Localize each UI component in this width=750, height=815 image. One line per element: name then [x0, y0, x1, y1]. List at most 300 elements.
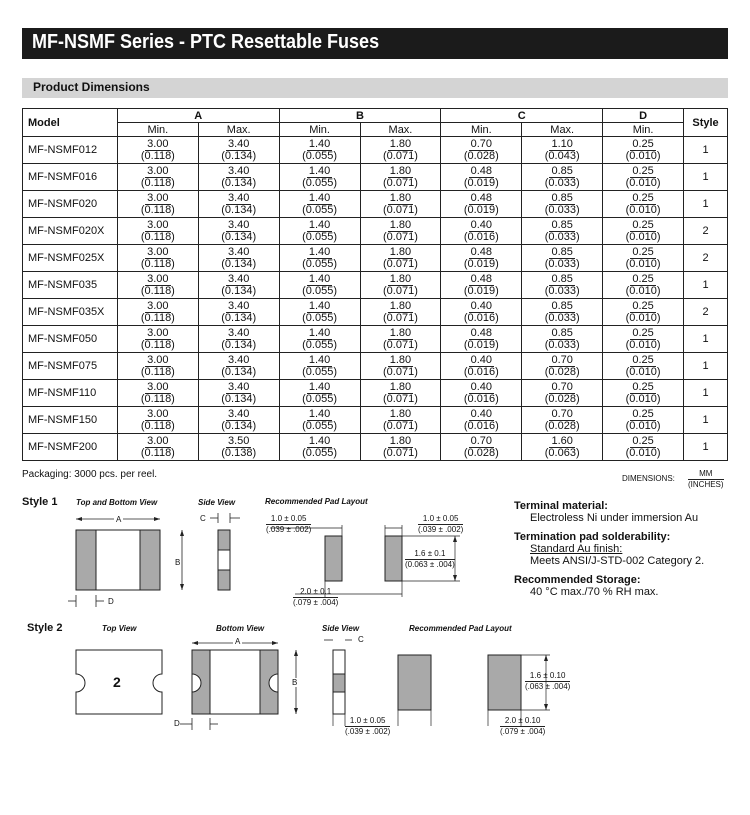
dimension-inches: (0.118) — [140, 149, 175, 162]
dimension-cell-d-min — [603, 164, 684, 191]
dimension-cell-c-min — [441, 245, 522, 272]
dimension-inches: (0.055) — [302, 311, 337, 324]
dimension-cell-b-max — [360, 380, 441, 407]
style1-pad-span-inches: (.079 ± .004) — [293, 598, 339, 607]
dimension-mm: 3.00 — [147, 407, 169, 420]
style1-pad-height-mm: 1.6 ± 0.1 — [405, 549, 455, 560]
model-cell: MF-NSMF110 — [23, 380, 118, 407]
dimension-inches: (0.071) — [383, 311, 418, 324]
dimension-inches: (0.016) — [463, 311, 499, 324]
dimension-mm: 3.40 — [227, 218, 250, 231]
dimension-mm: 0.25 — [632, 299, 654, 312]
dimension-mm: 0.25 — [632, 353, 654, 366]
dimension-mm: 3.40 — [227, 380, 250, 393]
packaging-note: Packaging: 3000 pcs. per reel. — [22, 469, 158, 480]
dimension-cell-c-max — [522, 218, 603, 245]
style1-label: Style 1 — [22, 496, 58, 508]
dimension-cell-c-max — [522, 299, 603, 326]
dimension-inches: (0.033) — [544, 311, 580, 324]
dimension-cell-d-min — [603, 245, 684, 272]
dimension-mm: 1.80 — [389, 137, 412, 150]
dimension-mm: 0.40 — [470, 299, 493, 312]
model-cell: MF-NSMF016 — [23, 164, 118, 191]
dimension-inches: (0.134) — [221, 203, 257, 216]
dimension-mm: 1.80 — [389, 245, 412, 258]
dimension-mm: 3.40 — [227, 137, 250, 150]
dimension-mm: 1.40 — [308, 299, 331, 312]
dimension-mm: 3.40 — [227, 191, 250, 204]
dimension-cell-a-min — [117, 407, 198, 434]
style1-dim-c: C — [200, 514, 206, 523]
dimension-mm: 3.40 — [227, 164, 250, 177]
dimension-cell-b-max — [360, 299, 441, 326]
dimension-inches: (0.118) — [140, 257, 175, 270]
dimension-mm: 1.80 — [389, 218, 412, 231]
dimension-cell-b-min — [279, 164, 360, 191]
dimension-mm: 1.40 — [308, 326, 331, 339]
dimension-inches: (0.055) — [302, 446, 337, 459]
style1-side-drawing — [210, 513, 240, 590]
dimension-cell-a-max — [198, 353, 279, 380]
dimensions-legend-inches: (INCHES) — [688, 480, 724, 489]
dimension-cell-c-min — [441, 272, 522, 299]
dimension-inches: (0.055) — [302, 284, 337, 297]
dimension-mm: 1.80 — [389, 434, 412, 447]
sub-header-b-max: Max. — [360, 123, 441, 137]
dimension-cell-d-min — [603, 407, 684, 434]
dimension-mm: 1.80 — [389, 353, 412, 366]
style1-pad-width-inches: (.039 ± .002) — [418, 525, 464, 534]
dimension-mm: 1.60 — [551, 434, 573, 447]
dimension-inches: (0.134) — [221, 365, 257, 378]
dimension-inches: (0.134) — [221, 392, 257, 405]
dimension-cell-b-min — [279, 380, 360, 407]
dimension-cell-a-max — [198, 434, 279, 461]
style2-drawings — [0, 630, 560, 740]
dimension-cell-c-max — [522, 326, 603, 353]
dimension-inches: (0.019) — [463, 203, 499, 216]
style-cell: 1 — [684, 191, 728, 218]
dimension-cell-a-max — [198, 245, 279, 272]
dimension-mm: 1.80 — [389, 191, 412, 204]
style-cell: 2 — [684, 299, 728, 326]
style2-side-dim-inches: (.039 ± .002) — [345, 727, 391, 736]
dimension-mm: 0.85 — [551, 218, 573, 231]
dimension-inches: (0.033) — [544, 257, 580, 270]
dimension-cell-c-min — [441, 299, 522, 326]
dimension-cell-d-min — [603, 191, 684, 218]
dimension-inches: (0.118) — [140, 338, 175, 351]
dimension-cell-b-min — [279, 299, 360, 326]
dimension-mm: 1.40 — [308, 434, 331, 447]
dimension-mm: 0.48 — [470, 191, 493, 204]
group-header-d: D — [603, 109, 684, 123]
dimension-inches: (0.019) — [463, 338, 499, 351]
dimension-cell-d-min — [603, 353, 684, 380]
dimension-mm: 0.48 — [470, 245, 493, 258]
model-cell: MF-NSMF050 — [23, 326, 118, 353]
title-bar — [22, 28, 728, 59]
dimension-cell-a-max — [198, 380, 279, 407]
table-row — [23, 299, 728, 326]
dimension-cell-b-max — [360, 191, 441, 218]
dimension-mm: 0.25 — [632, 245, 654, 258]
dimension-inches: (0.055) — [302, 203, 337, 216]
dimension-cell-d-min — [603, 299, 684, 326]
dimension-mm: 3.00 — [147, 272, 169, 285]
style2-pad-span-mm: 2.0 ± 0.10 — [500, 716, 545, 727]
dimension-inches: (0.010) — [625, 392, 661, 405]
section-title: Product Dimensions — [33, 80, 150, 94]
dimension-mm: 0.70 — [551, 407, 573, 420]
dimension-mm: 3.00 — [147, 245, 169, 258]
dimension-mm: 0.25 — [632, 326, 654, 339]
dimension-cell-b-max — [360, 407, 441, 434]
dimension-inches: (0.118) — [140, 203, 175, 216]
dimension-mm: 1.40 — [308, 272, 331, 285]
dimension-cell-c-max — [522, 272, 603, 299]
spec-line: Standard Au finish: — [530, 543, 623, 555]
style-cell: 2 — [684, 218, 728, 245]
dimension-inches: (0.134) — [221, 257, 257, 270]
sub-header-c-max: Max. — [522, 123, 603, 137]
dimension-cell-c-min — [441, 380, 522, 407]
dimension-inches: (0.033) — [544, 203, 580, 216]
dimensions-legend-fraction — [688, 469, 724, 490]
dimension-mm: 1.80 — [389, 326, 412, 339]
style2-pad-height-dim — [525, 671, 570, 692]
dimension-cell-a-min — [117, 137, 198, 164]
model-cell: MF-NSMF035 — [23, 272, 118, 299]
dimensions-legend-label: DIMENSIONS: — [622, 474, 675, 483]
section-bar — [22, 78, 728, 98]
dimension-inches: (0.071) — [383, 230, 418, 243]
table-row — [23, 218, 728, 245]
dimensions-table — [22, 108, 728, 461]
dimension-mm: 0.25 — [632, 407, 654, 420]
dimension-inches: (0.028) — [463, 149, 499, 162]
group-header-c: C — [441, 109, 603, 123]
style-cell: 1 — [684, 137, 728, 164]
model-cell: MF-NSMF150 — [23, 407, 118, 434]
dimension-mm: 1.40 — [308, 137, 331, 150]
dimension-cell-d-min — [603, 326, 684, 353]
dimension-mm: 3.00 — [147, 434, 169, 447]
spec-storage — [514, 574, 734, 598]
model-cell: MF-NSMF035X — [23, 299, 118, 326]
dimension-inches: (0.055) — [302, 230, 337, 243]
dimension-mm: 1.40 — [308, 353, 331, 366]
dimension-cell-d-min — [603, 380, 684, 407]
dimension-inches: (0.028) — [544, 365, 580, 378]
dimension-mm: 0.40 — [470, 218, 493, 231]
dimension-inches: (0.134) — [221, 230, 257, 243]
dimension-cell-c-min — [441, 326, 522, 353]
dimension-inches: (0.010) — [625, 203, 661, 216]
dimension-mm: 0.85 — [551, 272, 573, 285]
dimension-mm: 0.40 — [470, 353, 493, 366]
dimension-cell-a-min — [117, 164, 198, 191]
dimension-cell-b-max — [360, 218, 441, 245]
dimension-cell-a-min — [117, 245, 198, 272]
dimension-cell-a-min — [117, 326, 198, 353]
dimension-mm: 3.40 — [227, 353, 250, 366]
dimension-mm: 1.40 — [308, 218, 331, 231]
dimension-mm: 3.50 — [227, 434, 250, 447]
style2-pad-height-mm: 1.6 ± 0.10 — [525, 671, 570, 682]
group-header-b: B — [279, 109, 441, 123]
dimension-inches: (0.071) — [383, 284, 418, 297]
dimension-inches: (0.134) — [221, 338, 257, 351]
dimension-inches: (0.118) — [140, 446, 175, 459]
dimension-cell-a-min — [117, 434, 198, 461]
dimension-mm: 1.80 — [389, 407, 412, 420]
dimension-cell-d-min — [603, 434, 684, 461]
dimension-mm: 0.25 — [632, 272, 654, 285]
dimension-cell-a-max — [198, 272, 279, 299]
dimension-cell-c-max — [522, 245, 603, 272]
dimension-inches: (0.055) — [302, 338, 337, 351]
dimension-mm: 3.40 — [227, 299, 250, 312]
dimension-inches: (0.138) — [221, 446, 257, 459]
dimension-mm: 3.00 — [147, 218, 169, 231]
dimension-inches: (0.134) — [221, 419, 257, 432]
dimension-mm: 1.40 — [308, 380, 331, 393]
dimension-inches: (0.055) — [302, 419, 337, 432]
style2-pad-span-inches: (.079 ± .004) — [500, 727, 546, 736]
style-cell: 1 — [684, 380, 728, 407]
dimension-inches: (0.010) — [625, 149, 661, 162]
style1-pad-gap-dim — [266, 514, 311, 535]
style-cell: 1 — [684, 272, 728, 299]
dimension-cell-c-min — [441, 434, 522, 461]
dimension-mm: 1.40 — [308, 407, 331, 420]
dimension-cell-d-min — [603, 272, 684, 299]
dimension-mm: 3.00 — [147, 380, 169, 393]
style1-dim-a: A — [116, 515, 122, 524]
dimension-mm: 0.25 — [632, 218, 654, 231]
sub-header-b-min: Min. — [279, 123, 360, 137]
model-cell: MF-NSMF025X — [23, 245, 118, 272]
dimension-mm: 1.80 — [389, 380, 412, 393]
style-cell: 1 — [684, 407, 728, 434]
dimension-inches: (0.134) — [221, 176, 257, 189]
dimension-inches: (0.028) — [544, 419, 580, 432]
style1-pad-gap-mm: 1.0 ± 0.05 — [266, 514, 311, 525]
dimension-mm: 0.85 — [551, 164, 573, 177]
style1-pad-gap-inches: (.039 ± .002) — [266, 525, 312, 534]
dimension-inches: (0.010) — [625, 176, 661, 189]
dimension-cell-c-max — [522, 353, 603, 380]
dimension-inches: (0.028) — [463, 446, 499, 459]
table-row — [23, 380, 728, 407]
style2-side-view-label: Side View — [322, 624, 360, 633]
style2-dim-c: C — [358, 635, 364, 644]
dimension-inches: (0.010) — [625, 311, 661, 324]
dimension-inches: (0.055) — [302, 149, 337, 162]
dimension-mm: 1.80 — [389, 164, 412, 177]
dimension-mm: 3.40 — [227, 245, 250, 258]
dimension-mm: 1.80 — [389, 272, 412, 285]
dimension-inches: (0.118) — [140, 176, 175, 189]
dimension-cell-c-max — [522, 407, 603, 434]
dimension-inches: (0.071) — [383, 419, 418, 432]
style-cell: 1 — [684, 164, 728, 191]
dimension-inches: (0.071) — [383, 392, 418, 405]
dimension-cell-a-min — [117, 353, 198, 380]
model-cell: MF-NSMF200 — [23, 434, 118, 461]
dimension-inches: (0.010) — [625, 338, 661, 351]
dimension-mm: 0.25 — [632, 137, 654, 150]
spec-line: Meets ANSI/J-STD-002 Category 2. — [530, 555, 705, 567]
style2-top-view-label: Top View — [102, 624, 137, 633]
style-header: Style — [684, 109, 728, 137]
style2-dim-d: D — [174, 719, 180, 728]
dimension-cell-b-max — [360, 164, 441, 191]
style1-pad-height-inches: (0.063 ± .004) — [405, 560, 455, 569]
dimension-inches: (0.134) — [221, 284, 257, 297]
dimension-mm: 1.10 — [551, 137, 573, 150]
style2-side-drawing — [324, 640, 352, 726]
style2-label: Style 2 — [27, 622, 63, 634]
model-cell: MF-NSMF020X — [23, 218, 118, 245]
table-row — [23, 137, 728, 164]
dimension-cell-c-min — [441, 191, 522, 218]
dimension-inches: (0.063) — [544, 446, 580, 459]
dimension-cell-b-min — [279, 353, 360, 380]
dimension-mm: 3.00 — [147, 191, 169, 204]
dimension-inches: (0.010) — [625, 365, 661, 378]
dimension-cell-c-max — [522, 191, 603, 218]
dimension-mm: 3.00 — [147, 137, 169, 150]
dimension-cell-d-min — [603, 218, 684, 245]
dimension-inches: (0.055) — [302, 365, 337, 378]
dimension-cell-b-min — [279, 434, 360, 461]
dimension-cell-c-max — [522, 164, 603, 191]
dimension-inches: (0.043) — [544, 149, 580, 162]
sub-header-d-min: Min. — [603, 123, 684, 137]
style2-side-dim-mm: 1.0 ± 0.05 — [345, 716, 390, 727]
model-header: Model — [23, 109, 118, 137]
dimension-inches: (0.055) — [302, 392, 337, 405]
style1-body-drawing — [68, 517, 184, 607]
dimension-mm: 0.70 — [551, 353, 573, 366]
dimension-cell-a-max — [198, 164, 279, 191]
dimension-mm: 1.40 — [308, 245, 331, 258]
dimension-mm: 3.40 — [227, 272, 250, 285]
dimension-cell-b-min — [279, 272, 360, 299]
dimension-inches: (0.134) — [221, 149, 257, 162]
table-row — [23, 407, 728, 434]
dimension-cell-b-max — [360, 272, 441, 299]
dimension-inches: (0.055) — [302, 257, 337, 270]
dimension-mm: 3.00 — [147, 299, 169, 312]
style2-bottom-view-label: Bottom View — [216, 624, 265, 633]
dimension-inches: (0.134) — [221, 311, 257, 324]
dimension-inches: (0.010) — [625, 446, 661, 459]
dimension-mm: 0.70 — [470, 137, 493, 150]
style2-dim-a: A — [235, 637, 241, 646]
dimension-inches: (0.118) — [140, 419, 175, 432]
dimension-inches: (0.118) — [140, 392, 175, 405]
dimension-inches: (0.071) — [383, 203, 418, 216]
dimension-mm: 0.25 — [632, 380, 654, 393]
dimension-cell-a-max — [198, 326, 279, 353]
table-row — [23, 434, 728, 461]
style1-pad-height-dim — [405, 549, 455, 570]
style-cell: 1 — [684, 326, 728, 353]
dimension-inches: (0.071) — [383, 365, 418, 378]
dimension-mm: 0.48 — [470, 326, 493, 339]
style1-pad-width-dim — [418, 514, 463, 535]
dimension-mm: 0.85 — [551, 191, 573, 204]
dimension-inches: (0.016) — [463, 230, 499, 243]
dimension-cell-b-min — [279, 245, 360, 272]
style2-pad-height-inches: (.063 ± .004) — [525, 682, 571, 691]
specs-block — [514, 500, 734, 598]
dimension-cell-b-max — [360, 326, 441, 353]
dimension-cell-b-max — [360, 245, 441, 272]
dimension-mm: 0.40 — [470, 380, 493, 393]
dimension-cell-c-min — [441, 164, 522, 191]
dimension-inches: (0.118) — [140, 365, 175, 378]
style2-pad-layout-label: Recommended Pad Layout — [409, 624, 512, 633]
spec-solderability — [514, 531, 734, 567]
style2-bottom-drawing — [180, 641, 298, 730]
dimension-cell-b-min — [279, 218, 360, 245]
style1-pad-span-mm: 2.0 ± 0.1 — [293, 587, 338, 598]
table-row — [23, 272, 728, 299]
dimension-mm: 0.85 — [551, 299, 573, 312]
dimension-mm: 1.80 — [389, 299, 412, 312]
dimension-inches: (0.010) — [625, 419, 661, 432]
spec-line: 40 °C max./70 % RH max. — [530, 586, 659, 598]
table-row — [23, 164, 728, 191]
dimension-cell-c-min — [441, 353, 522, 380]
style1-dim-d: D — [108, 597, 114, 606]
dimension-inches: (0.033) — [544, 230, 580, 243]
dimension-cell-a-max — [198, 218, 279, 245]
dimension-inches: (0.071) — [383, 446, 418, 459]
style1-pad-layout-label: Recommended Pad Layout — [265, 497, 368, 506]
dimension-inches: (0.010) — [625, 284, 661, 297]
dimension-cell-b-max — [360, 353, 441, 380]
model-cell: MF-NSMF020 — [23, 191, 118, 218]
dimension-inches: (0.019) — [463, 176, 499, 189]
dimension-inches: (0.071) — [383, 149, 418, 162]
dimension-cell-a-max — [198, 191, 279, 218]
style2-side-dim — [345, 716, 390, 737]
dimension-cell-a-min — [117, 272, 198, 299]
dimension-inches: (0.019) — [463, 257, 499, 270]
dimension-cell-c-max — [522, 434, 603, 461]
table-row — [23, 326, 728, 353]
style-cell: 1 — [684, 434, 728, 461]
dimension-cell-b-min — [279, 191, 360, 218]
spec-heading: Termination pad solderability: — [514, 531, 671, 543]
dimension-cell-c-max — [522, 380, 603, 407]
group-header-a: A — [117, 109, 279, 123]
dimension-cell-b-min — [279, 407, 360, 434]
dimension-cell-c-min — [441, 407, 522, 434]
dimension-inches: (0.016) — [463, 419, 499, 432]
dimension-cell-b-min — [279, 326, 360, 353]
style1-dim-b: B — [175, 558, 181, 567]
model-cell: MF-NSMF012 — [23, 137, 118, 164]
style-cell: 1 — [684, 353, 728, 380]
style2-dim-b: B — [292, 678, 298, 687]
dimension-inches: (0.071) — [383, 176, 418, 189]
